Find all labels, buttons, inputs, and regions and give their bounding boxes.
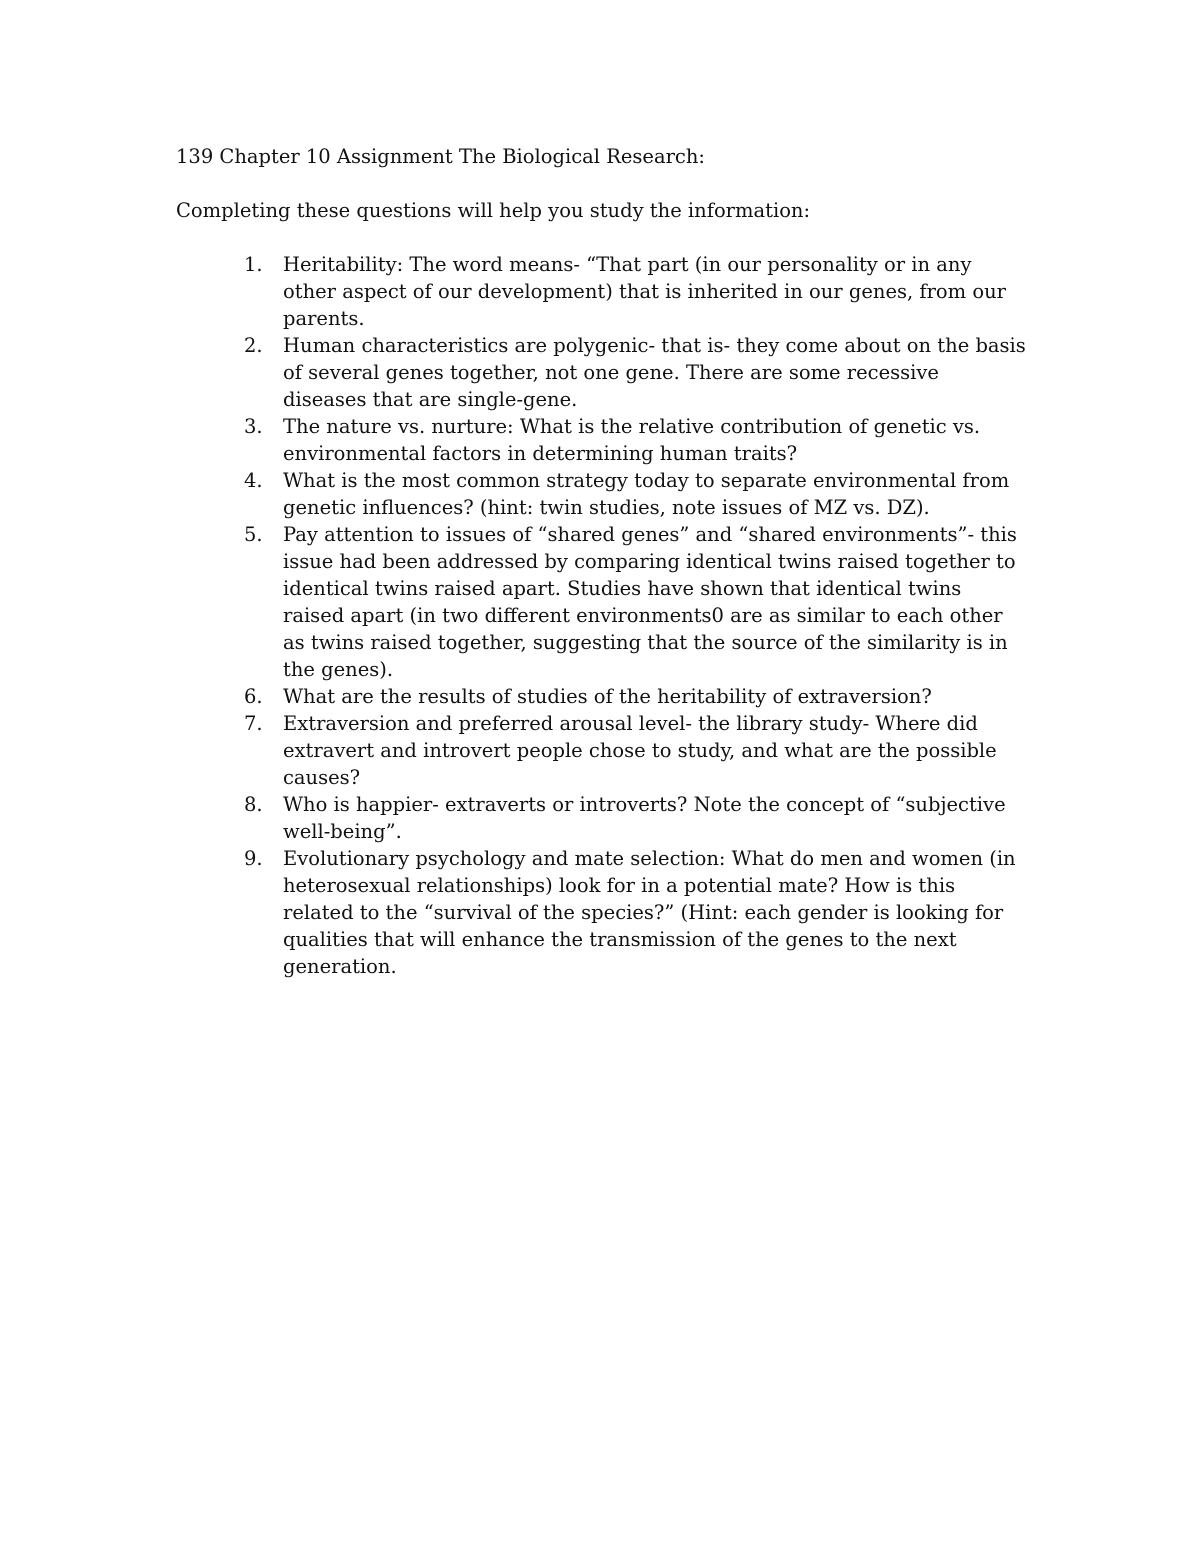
list-item xyxy=(0,467,1028,521)
list-item-text: The nature vs. nurture: What is the relative contribution of genetic vs. environmental factors in determining human traits? xyxy=(283,415,981,465)
list-item-text: Extraversion and preferred arousal level- the library study- Where did extravert and introvert people chose to study, and what are the possible causes? xyxy=(283,712,997,789)
list-item xyxy=(0,791,1028,845)
list-item-number: 1. xyxy=(244,253,263,276)
list-item-text: What are the results of studies of the heritability of extraversion? xyxy=(283,685,932,708)
list-item-text: Heritability: The word means- “That part (in our personality or in any other aspect of our development) that is inherited in our genes, from our parents. xyxy=(283,253,1006,330)
list-item xyxy=(0,521,1028,683)
list-item-number: 8. xyxy=(244,793,263,816)
list-item xyxy=(0,251,1028,332)
list-item-text: Human characteristics are polygenic- that is- they come about on the basis of several genes together, not one gene. There are some recessive diseases that are single-gene. xyxy=(283,334,1026,411)
list-item-number: 6. xyxy=(244,685,263,708)
list-item xyxy=(0,332,1028,413)
list-item-text: Pay attention to issues of “shared genes” and “shared environments”- this issue had been addressed by comparing identical twins raised together to identical twins raised apart. Studies have shown that identical twins raised apart (in two different environments0 are as similar to each other as twins raised together, suggesting that the source of the similarity is in the genes). xyxy=(283,523,1017,681)
list-item-text: Evolutionary psychology and mate selection: What do men and women (in heterosexual relationships) look for in a potential mate? How is this related to the “survival of the species?” (Hint: each gender is looking for qualities that will enhance the transmission of the genes to the next generation. xyxy=(283,847,1016,978)
list-item xyxy=(0,683,1028,710)
list-item-text: What is the most common strategy today to separate environmental from genetic influences? (hint: twin studies, note issues of MZ vs. DZ). xyxy=(283,469,1010,519)
list-item-number: 5. xyxy=(244,523,263,546)
list-item xyxy=(0,710,1028,791)
page-title: 139 Chapter 10 Assignment The Biological Research: xyxy=(176,145,705,168)
intro-text: Completing these questions will help you study the information: xyxy=(176,199,811,222)
list-item-number: 2. xyxy=(244,334,263,357)
list-item-number: 9. xyxy=(244,847,263,870)
list-item-number: 4. xyxy=(244,469,263,492)
list-item-number: 3. xyxy=(244,415,263,438)
list-item xyxy=(0,845,1028,980)
list-item-text: Who is happier- extraverts or introverts? Note the concept of “subjective well-being”. xyxy=(283,793,1006,843)
question-list xyxy=(0,251,1200,980)
list-item-number: 7. xyxy=(244,712,263,735)
list-item xyxy=(0,413,1028,467)
